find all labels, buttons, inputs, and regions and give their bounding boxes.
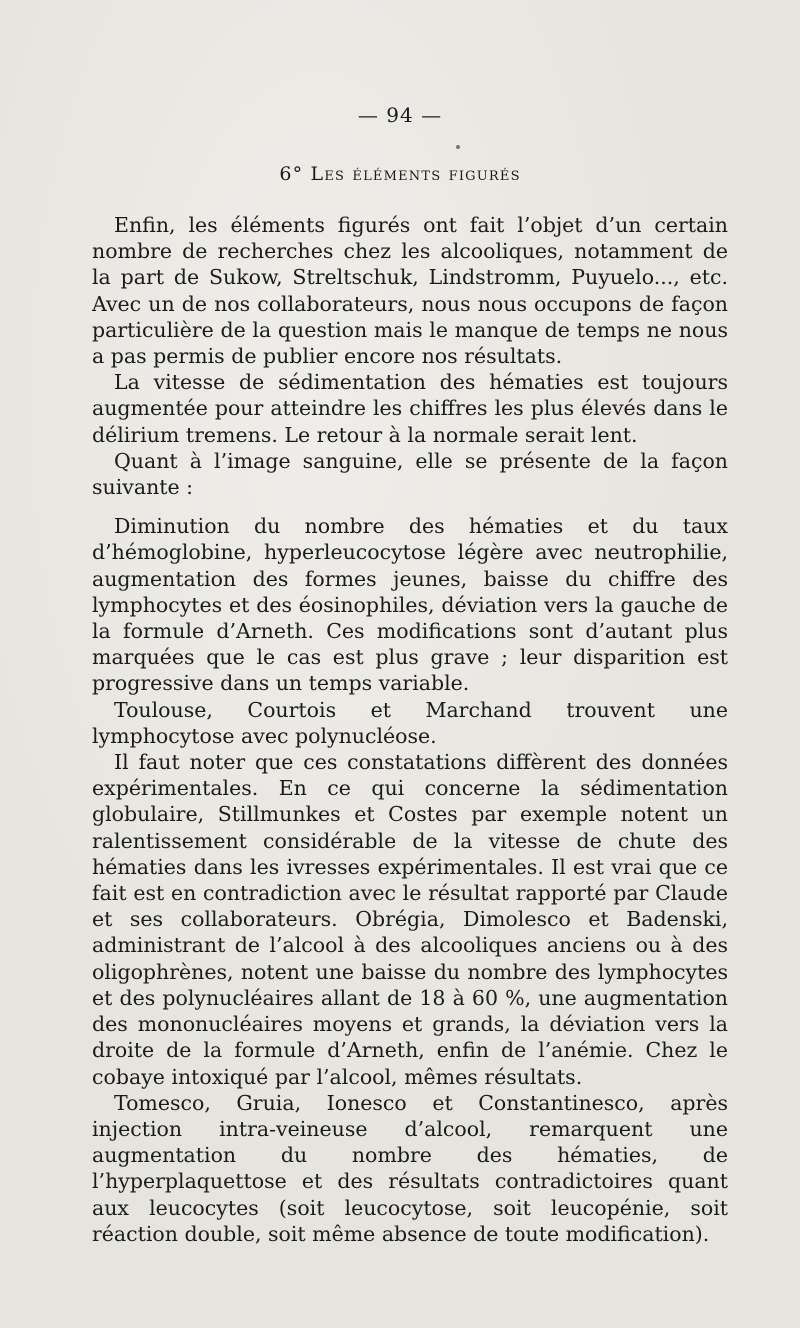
paragraph-toulouse: Toulouse, Courtois et Marchand trouvent une lymphocytose avec polynucléose.	[92, 697, 728, 748]
paragraph-blood-image: Quant à l’image sanguine, elle se présente de la façon suivante :	[92, 448, 728, 500]
body-text	[92, 212, 728, 1247]
page-number: — 94 —	[357, 103, 443, 127]
paragraph-tomesco: Tomesco, Gruia, Ionesco et Constantinesco, après injection intra-veineuse d’alcool, remarquent une augmentation du nombre des hématies, de l’hyperplaquettose et des résultats contradictoires quant aux leucocytes (soit leucocytose, soit leucopénie, soit réaction double, soit même absence de toute modification).	[92, 1090, 728, 1246]
section-heading: 6° Les éléments figurés	[279, 163, 521, 185]
paragraph-intro: Enfin, les éléments figurés ont fait l’objet d’un certain nombre de recherches chez les alcooliques, notamment de la part de Sukow, Streltschuk, Lindstromm, Puyuelo..., etc. Avec un de nos collaborateurs, nous nous occupons de façon particulière de la question mais le manque de temps ne nous a pas permis de publier encore nos résultats.	[92, 213, 728, 369]
ink-speck	[456, 145, 460, 149]
paragraph-findings: Diminution du nombre des hématies et du taux d’hémoglobine, hyperleucocytose légère avec neutrophilie, augmentation des formes jeunes, baisse du chiffre des lymphocytes et des éosinophiles, déviation vers la gauche de la formule d’Arneth. Ces modifications sont d’autant plus marquées que le cas est plus grave ; leur disparition est progressive dans un temps variable.	[92, 514, 728, 696]
paragraph-experimental: Il faut noter que ces constatations diffèrent des données expérimentales. En ce qui concerne la sédimentation globulaire, Stillmunkes et Costes par exemple notent un ralentissement considérable de la vitesse de chute des hématies dans les ivresses expérimentales. Il est vrai que ce fait est en contradiction avec le résultat rapporté par Claude et ses collaborateurs. Obrégia, Dimolesco et Badenski, administrant de l’alcool à des alcooliques anciens ou à des oligophrènes, notent une baisse du nombre des lymphocytes et des polynucléaires allant de 18 à 60 %, une augmentation des mononucléaires moyens et grands, la déviation vers la droite de la formule d’Arneth, enfin de l’anémie. Chez le cobaye intoxiqué par l’alcool, mêmes résultats.	[92, 750, 728, 1089]
paragraph-sedimentation: La vitesse de sédimentation des hématies est toujours augmentée pour atteindre les chiffres les plus élevés dans le délirium tremens. Le retour à la normale serait lent.	[92, 370, 728, 447]
